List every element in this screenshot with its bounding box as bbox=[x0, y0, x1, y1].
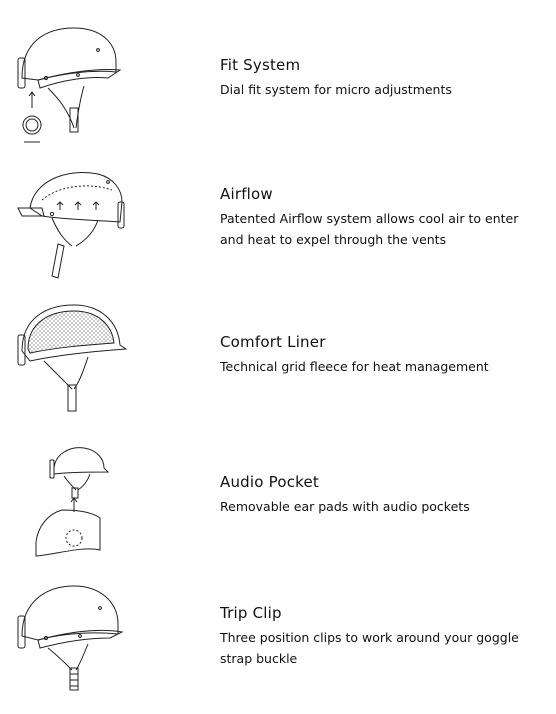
feature-description: Dial fit system for micro adjustments bbox=[220, 82, 452, 97]
helmet-trip-clip-icon bbox=[8, 580, 133, 705]
feature-description: Patented Airflow system allows cool air to enter and heat to expel through the vents bbox=[220, 211, 519, 247]
feature-title: Audio Pocket bbox=[220, 473, 319, 491]
feature-title: Fit System bbox=[220, 56, 301, 74]
feature-description: Removable ear pads with audio pockets bbox=[220, 499, 470, 514]
helmet-audio-pocket-icon bbox=[8, 440, 133, 565]
helmet-fit-dial-icon bbox=[8, 20, 133, 145]
feature-description: Three position clips to work around your goggle strap buckle bbox=[220, 630, 519, 666]
feature-description: Technical grid fleece for heat management bbox=[220, 359, 489, 374]
helmet-liner-icon bbox=[8, 295, 133, 420]
helmet-airflow-icon bbox=[8, 160, 133, 285]
feature-title: Airflow bbox=[220, 185, 273, 203]
feature-title: Trip Clip bbox=[220, 604, 282, 622]
feature-title: Comfort Liner bbox=[220, 333, 326, 351]
